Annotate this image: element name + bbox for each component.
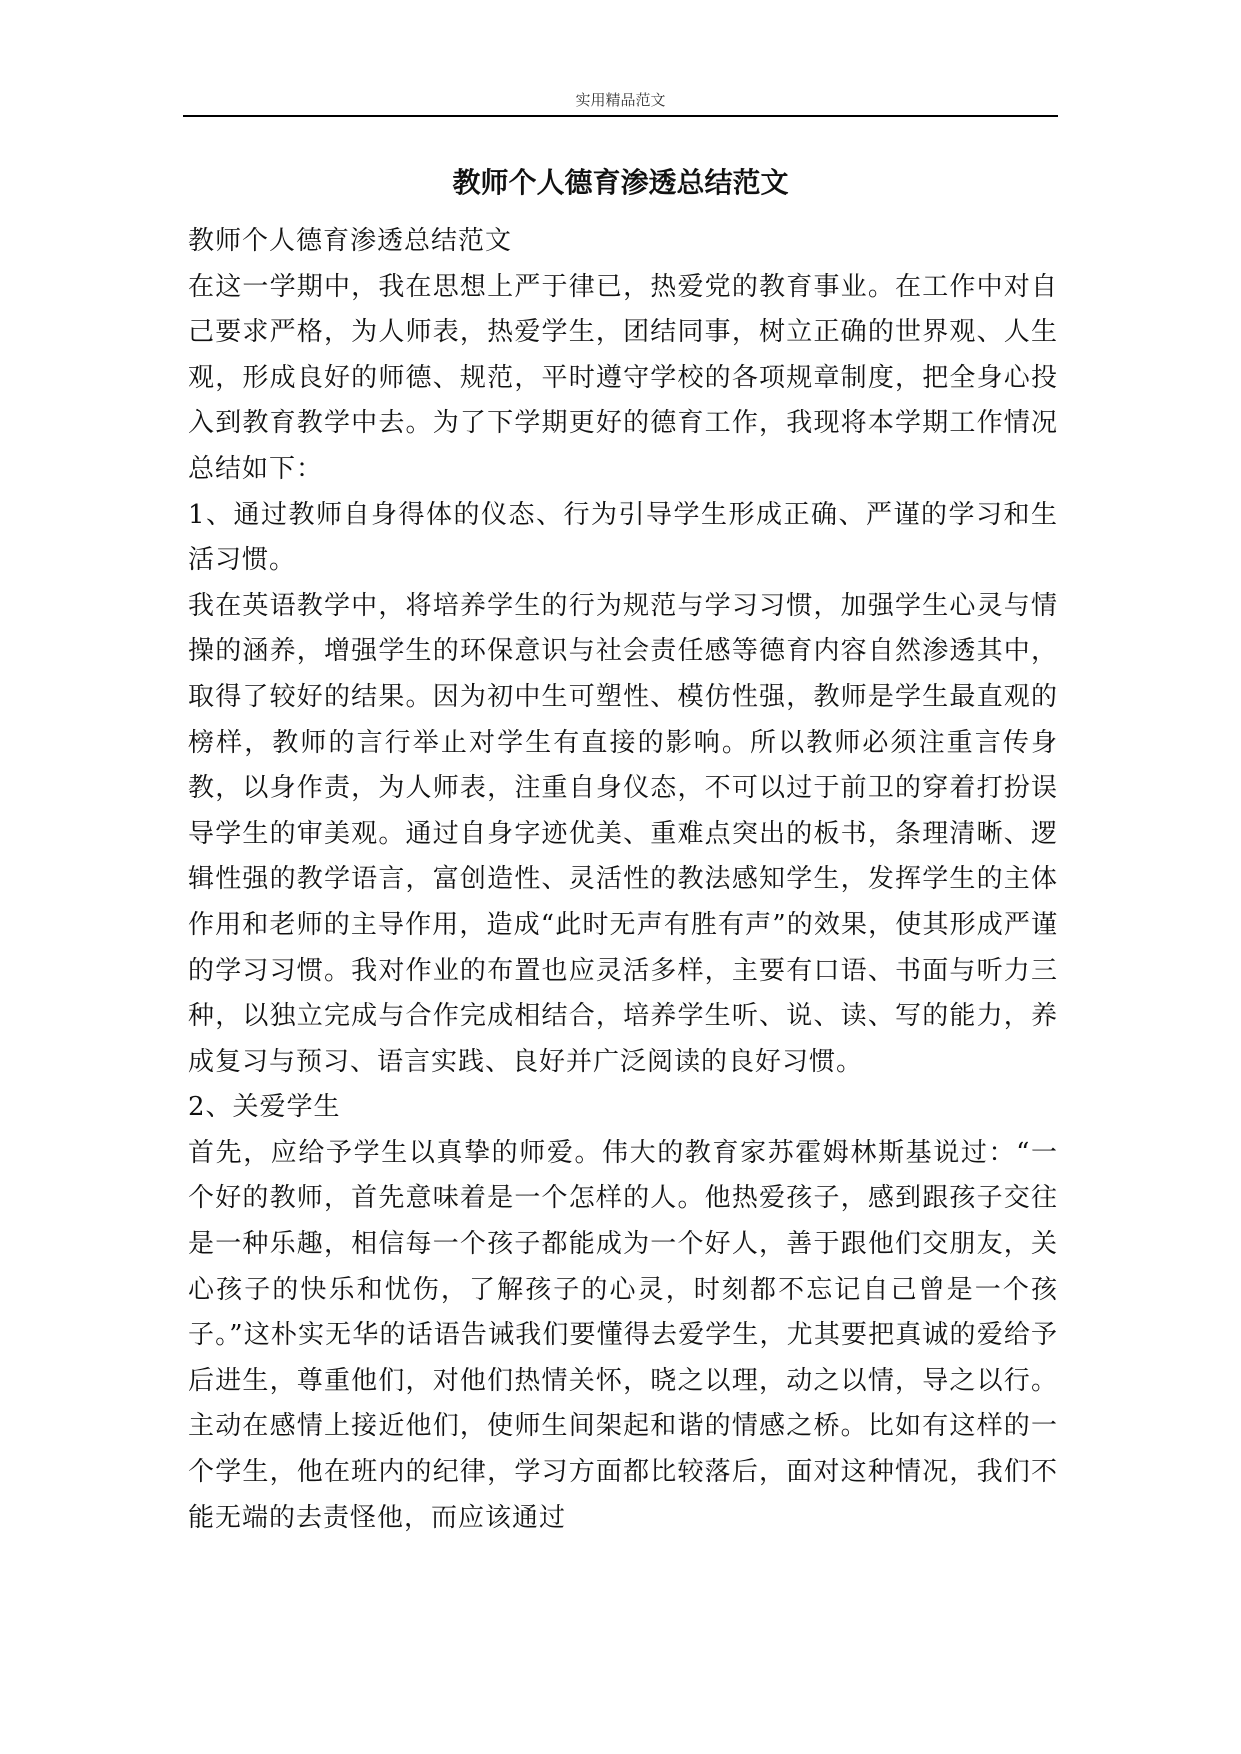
header-rule: [183, 115, 1058, 117]
document-body: [188, 219, 1058, 1541]
body-paragraph: 我在英语教学中，将培养学生的行为规范与学习习惯，加强学生心灵与情操的涵养，增强学生的环保意识与社会责任感等德育内容自然渗透其中，取得了较好的结果。因为初中生可塑性、模仿性强，教师是学生最直观的榜样，教师的言行举止对学生有直接的影响。所以教师必须注重言传身教，以身作责，为人师表，注重自身仪态，不可以过于前卫的穿着打扮误导学生的审美观。通过自身字迹优美、重难点突出的板书，条理清晰、逻辑性强的教学语言，富创造性、灵活性的教法感知学生，发挥学生的主体作用和老师的主导作用，造成“此时无声有胜有声”的效果，使其形成严谨的学习习惯。我对作业的布置也应灵活多样，主要有口语、书面与听力三种，以独立完成与合作完成相结合，培养学生听、说、读、写的能力，养成复习与预习、语言实践、良好并广泛阅读的良好习惯。: [188, 590, 1058, 1077]
document-title: 教师个人德育渗透总结范文: [452, 166, 789, 199]
body-subtitle: 教师个人德育渗透总结范文: [188, 226, 513, 256]
body-paragraph: 首先，应给予学生以真挚的师爱。伟大的教育家苏霍姆林斯基说过：“一个好的教师，首先意味着是一个怎样的人。他热爱孩子，感到跟孩子交往是一种乐趣，相信每一个孩子都能成为一个好人，善于跟他们交朋友，关心孩子的快乐和忧伤，了解孩子的心灵，时刻都不忘记自己曾是一个孩子。”这朴实无华的话语告诫我们要懂得去爱学生，尤其要把真诚的爱给予后进生，尊重他们，对他们热情关怀，晓之以理，动之以情，导之以行。主动在感情上接近他们，使师生间架起和谐的情感之桥。比如有这样的一个学生，他在班内的纪律，学习方面都比较落后，面对这种情况，我们不能无端的去责怪他，而应该通过: [188, 1137, 1058, 1533]
section-heading: 1、通过教师自身得体的仪态、行为引导学生形成正确、严谨的学习和生活习惯。: [188, 499, 1058, 576]
body-paragraph: 在这一学期中，我在思想上严于律已，热爱党的教育事业。在工作中对自己要求严格，为人师表，热爱学生，团结同事，树立正确的世界观、人生观，形成良好的师德、规范，平时遵守学校的各项规章制度，把全身心投入到教育教学中去。为了下学期更好的德育工作，我现将本学期工作情况总结如下：: [188, 271, 1058, 484]
section-heading: 2、关爱学生: [188, 1092, 341, 1123]
page-header: 实用精品范文: [575, 93, 666, 109]
